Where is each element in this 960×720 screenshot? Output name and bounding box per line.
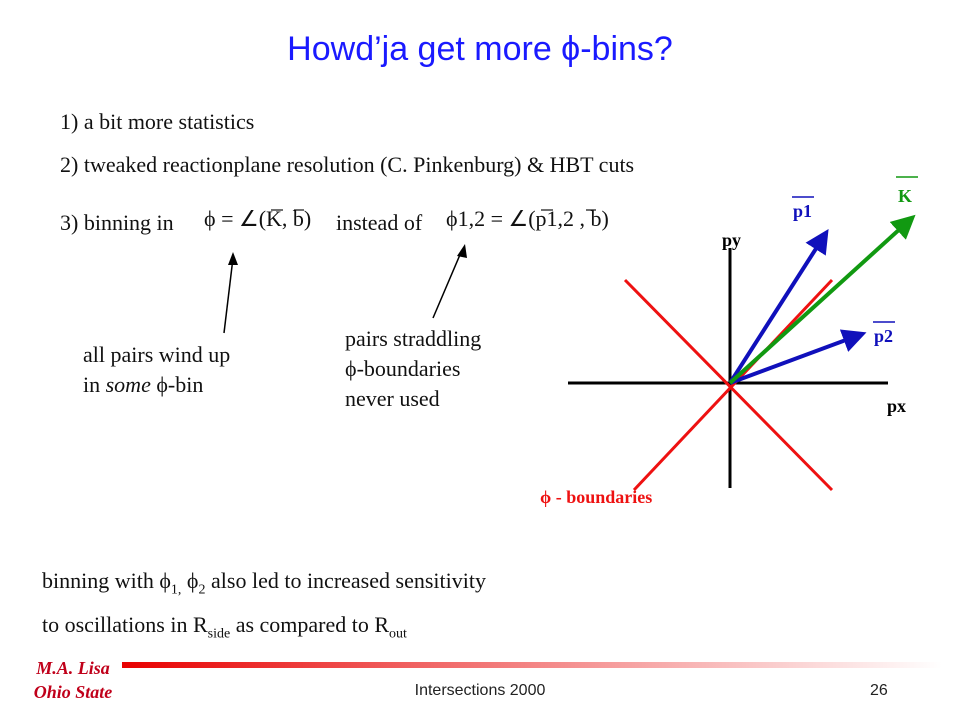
item-statistics: 1) a bit more statistics (60, 109, 255, 134)
vector-p2 (730, 334, 862, 383)
label-px: px (887, 396, 907, 416)
pointer-line-left (224, 258, 233, 333)
formula-phi: ϕ = ∠(K, b) (204, 206, 312, 231)
footer-conference: Intersections 2000 (414, 682, 546, 699)
footer-divider-bar (122, 662, 942, 668)
note-straddling-line1: pairs straddling (345, 326, 482, 351)
slide-title: Howd’ja get more ϕ-bins? (287, 30, 673, 68)
footer-page-number: 26 (870, 682, 888, 699)
bottom-line-1-prefix: binning with ϕ (42, 568, 171, 593)
note-phi-bin: ϕ-bin (156, 372, 204, 397)
note-straddling-line3: never used (345, 386, 440, 411)
label-py: py (722, 230, 742, 250)
note-some: some (105, 372, 151, 397)
note-straddling-line2: ϕ-boundaries (345, 356, 461, 381)
label-p1: p1 (793, 201, 813, 221)
label-boundaries: ϕ - boundaries (540, 487, 653, 507)
item-binning-instead: instead of (336, 210, 423, 235)
bottom-line-2-sub1: side (207, 626, 231, 642)
bottom-line-2-mid: as compared to R (230, 612, 390, 637)
pointer-line-right (433, 250, 462, 318)
item-resolution: 2) tweaked reactionplane resolution (C. Pinkenburg) & HBT cuts (60, 152, 635, 177)
bottom-line-1-mid: ϕ (181, 568, 199, 593)
formula-phi12: ϕ1,2 = ∠(p1,2 , b) (446, 206, 609, 231)
bottom-line-1 (42, 568, 486, 598)
pointer-arrowhead-right (457, 244, 467, 258)
pointer-arrowhead-left (228, 252, 238, 265)
footer-author-name: M.A. Lisa (36, 658, 110, 678)
footer-author-affiliation: Ohio State (33, 682, 113, 702)
bottom-line-1-sub1: 1, (170, 582, 182, 598)
bottom-line-2 (42, 612, 407, 642)
note-in: in (83, 372, 101, 397)
note-all-pairs-line1: all pairs wind up (83, 342, 231, 367)
bottom-line-1-sub2: 2 (198, 582, 206, 598)
bottom-line-1-suffix: also led to increased sensitivity (205, 568, 486, 593)
label-p2: p2 (874, 326, 894, 346)
bottom-line-2-prefix: to oscillations in R (42, 612, 208, 637)
label-k: K (898, 186, 913, 206)
bottom-line-2-sub2: out (389, 626, 407, 642)
item-binning-prefix: 3) binning in (60, 210, 174, 235)
